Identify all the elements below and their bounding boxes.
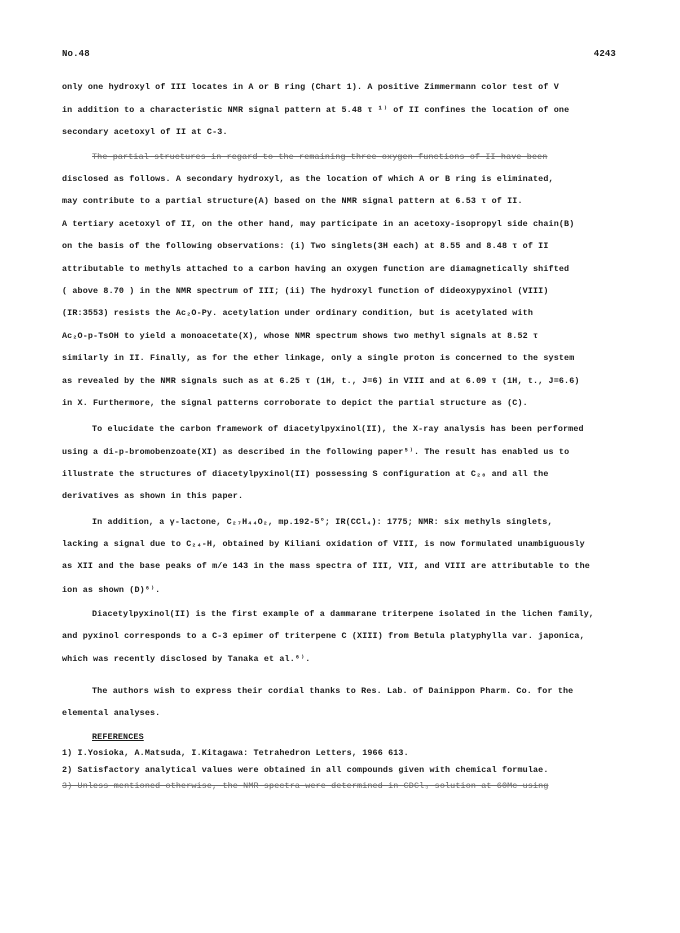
- text-line: in addition to a characteristic NMR signal pattern at 5.48 τ ¹⁾ of II confines the location of one: [62, 105, 570, 115]
- text-line: ion as shown (D)⁶⁾.: [62, 585, 161, 595]
- text-line: disclosed as follows. A secondary hydroxyl, as the location of which A or B ring is eliminated,: [62, 174, 554, 184]
- text-line: Ac₂O-p-TsOH to yield a monoacetate(X), whose NMR spectrum shows two methyl signals at 8.52 τ: [62, 331, 539, 341]
- text-line: using a di-p-bromobenzoate(XI) as described in the following paper⁵⁾. The result has enabled us to: [62, 447, 570, 457]
- text-line: elemental analyses.: [62, 708, 161, 718]
- text-line: The partial structures in regard to the remaining three oxygen functions of II have been: [92, 152, 548, 162]
- reference-item: 3) Unless mentioned otherwise, the NMR spectra were determined in CDCl₃ solution at 60Mc using: [62, 781, 549, 791]
- text-line: only one hydroxyl of III locates in A or B ring (Chart 1). A positive Zimmermann color test of V: [62, 82, 559, 92]
- text-line: similarly in II. Finally, as for the ether linkage, only a single proton is concerned to the system: [62, 353, 575, 363]
- reference-item: 2) Satisfactory analytical values were obtained in all compounds given with chemical formulae.: [62, 765, 549, 775]
- page-number: 4243: [593, 49, 616, 59]
- text-line: as XII and the base peaks of m/e 143 in the mass spectra of III, VII, and VIII are attributable to the: [62, 561, 590, 571]
- text-line: In addition, a γ-lactone, C₂₇H₄₄O₂, mp.192-5°; IR(CCl₄): 1775; NMR: six methyls singlets,: [92, 517, 553, 527]
- text-line: Diacetylpyxinol(II) is the first example of a dammarane triterpene isolated in the lichen family,: [92, 609, 595, 619]
- text-line: illustrate the structures of diacetylpyxinol(II) possessing S configuration at C₂₀ and all the: [62, 469, 549, 479]
- text-line: as revealed by the NMR signals such as at 6.25 τ (1H, t., J=6) in VIII and at 6.09 τ (1H, t., J=6.6): [62, 376, 580, 386]
- reference-item: 1) I.Yosioka, A.Matsuda, I.Kitagawa: Tetrahedron Letters, 1966 613.: [62, 748, 409, 758]
- text-line: ( above 8.70 ) in the NMR spectrum of III; (ii) The hydroxyl function of dideoxypyxinol (VIII): [62, 286, 549, 296]
- text-line: which was recently disclosed by Tanaka et al.⁶⁾.: [62, 654, 311, 664]
- text-line: (IR:3553) resists the Ac₂O-Py. acetylation under ordinary condition, but is acetylated with: [62, 308, 533, 318]
- text-line: on the basis of the following observations: (i) Two singlets(3H each) at 8.55 and 8.48 τ of II: [62, 241, 549, 251]
- text-line: lacking a signal due to C₂₄-H, obtained by Kiliani oxidation of VIII, is now formulated unambiguously: [62, 539, 585, 549]
- text-line: attributable to methyls attached to a carbon having an oxygen function are diamagnetically shifted: [62, 264, 570, 274]
- text-line: derivatives as shown in this paper.: [62, 491, 244, 501]
- text-line: and pyxinol corresponds to a C-3 epimer of triterpene C (XIII) from Betula platyphylla var. japonica,: [62, 631, 585, 641]
- text-line: To elucidate the carbon framework of diacetylpyxinol(II), the X-ray analysis has been performed: [92, 424, 584, 434]
- text-line: A tertiary acetoxyl of II, on the other hand, may participate in an acetoxy-isopropyl side chain(B): [62, 219, 575, 229]
- text-line: secondary acetoxyl of II at C-3.: [62, 127, 228, 137]
- issue-number: No.48: [62, 49, 90, 59]
- text-line: The authors wish to express their cordial thanks to Res. Lab. of Dainippon Pharm. Co. for the: [92, 686, 574, 696]
- references-heading: REFERENCES: [92, 732, 144, 742]
- text-line: may contribute to a partial structure(A) based on the NMR signal pattern at 6.53 τ of II.: [62, 196, 523, 206]
- text-line: in X. Furthermore, the signal patterns corroborate to depict the partial structure as (C).: [62, 398, 528, 408]
